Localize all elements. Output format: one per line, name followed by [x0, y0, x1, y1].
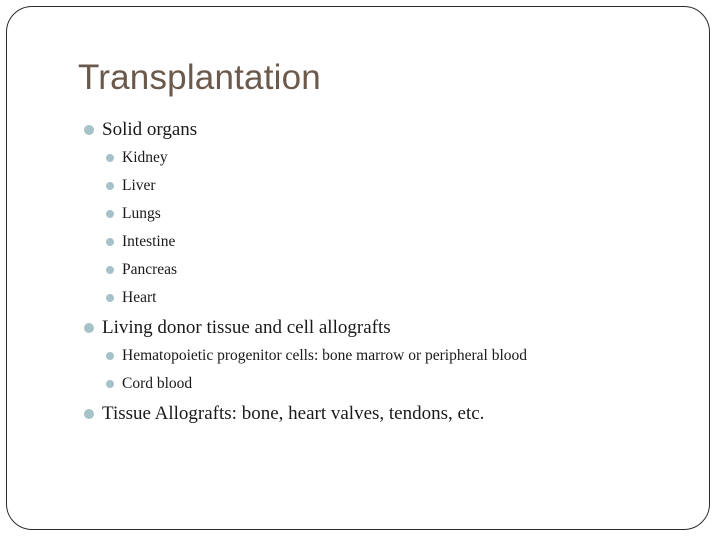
sub-bullet-text: Lungs [122, 205, 161, 222]
sub-bullet-item [106, 260, 527, 280]
sub-bullet-text: Heart [122, 289, 157, 306]
sub-bullet-list [84, 148, 527, 308]
bullet-item [84, 316, 527, 340]
sub-bullet-list [84, 346, 527, 394]
bullet-text: Solid organs [102, 119, 198, 140]
sub-bullet-item [106, 204, 527, 224]
sub-bullet-item [106, 232, 527, 252]
bullet-icon [106, 154, 114, 162]
bullet-icon [106, 238, 114, 246]
sub-bullet-text: Pancreas [122, 261, 178, 278]
sub-bullet-item [106, 374, 527, 394]
sub-bullet-text: Hematopoietic progenitor cells: bone marrow or peripheral blood [122, 347, 528, 364]
bullet-icon [84, 125, 94, 135]
sub-bullet-text: Kidney [122, 149, 168, 166]
bullet-icon [106, 352, 114, 360]
sub-bullet-item [106, 346, 527, 366]
bullet-text: Tissue Allografts: bone, heart valves, tendons, etc. [102, 403, 485, 424]
sub-bullet-item [106, 288, 527, 308]
bullet-icon [84, 409, 94, 419]
slide-title: Transplantation [78, 58, 321, 97]
sub-bullet-text: Intestine [122, 233, 176, 250]
bullet-item [84, 118, 527, 142]
bullet-icon [106, 294, 114, 302]
bullet-icon [106, 266, 114, 274]
sub-bullet-text: Cord blood [122, 375, 193, 392]
bullet-icon [106, 380, 114, 388]
bullet-icon [106, 182, 114, 190]
bullet-group-living-donor [84, 316, 527, 394]
bullet-group-tissue-allografts [84, 402, 527, 426]
bullet-icon [106, 210, 114, 218]
bullet-text: Living donor tissue and cell allografts [102, 317, 391, 338]
sub-bullet-item [106, 148, 527, 168]
bullet-item [84, 402, 527, 426]
sub-bullet-text: Liver [122, 177, 156, 194]
bullet-group-solid-organs [84, 118, 527, 308]
bullet-list [84, 118, 527, 426]
bullet-icon [84, 323, 94, 333]
sub-bullet-item [106, 176, 527, 196]
